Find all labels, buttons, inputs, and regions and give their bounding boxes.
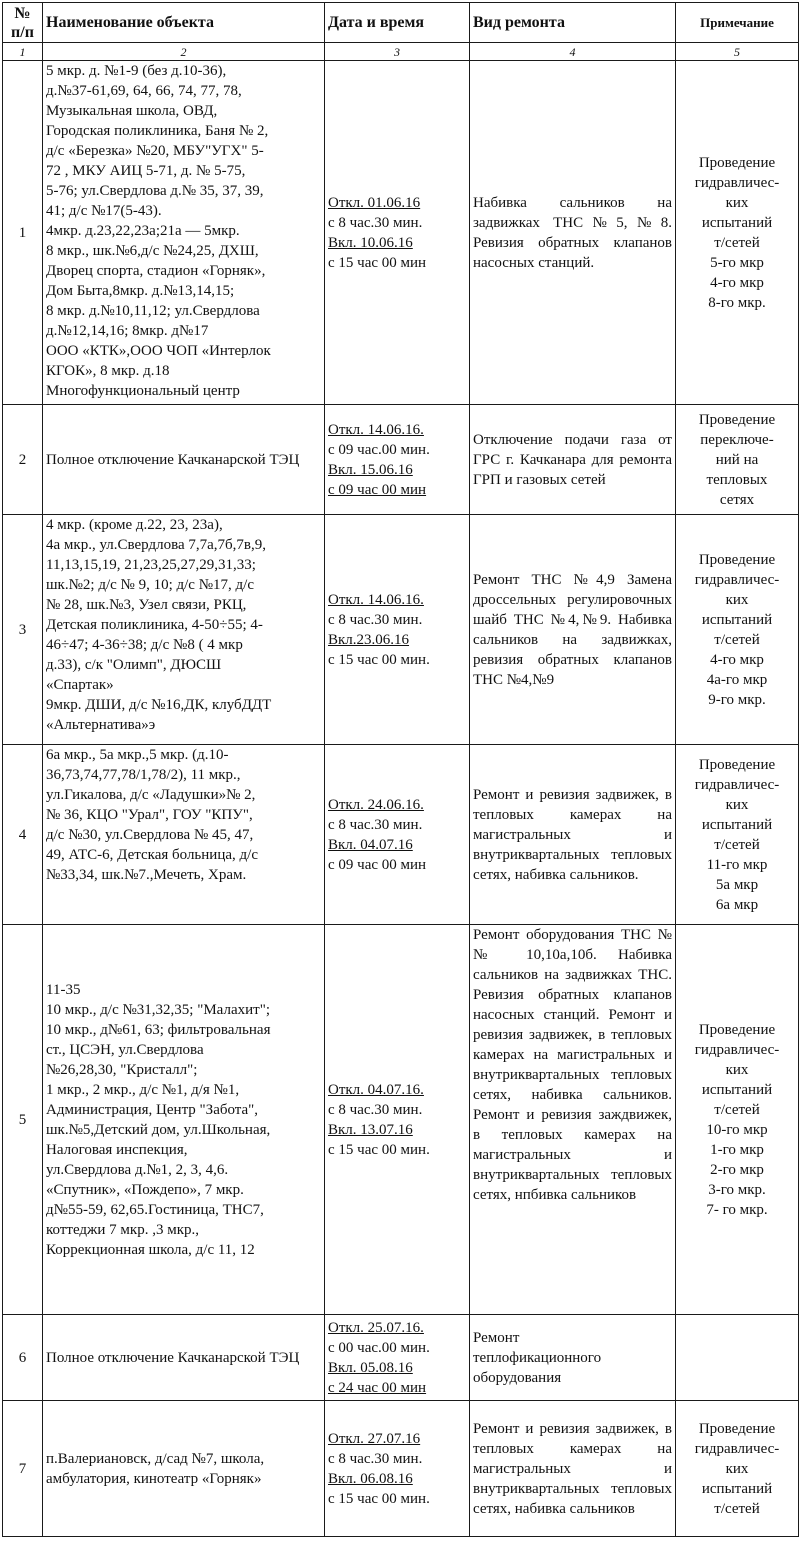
off-date: Откл. 14.06.16. [328,421,424,438]
on-date: Вкл.23.06.16 [328,631,410,648]
row-number: 5 [3,925,43,1315]
on-time: с 24 час 00 мин [328,1379,427,1396]
datetime-cell [325,405,470,515]
on-time: с 15 час 00 мин [328,254,427,271]
repair-cell: Ремонт ТНС №4,9 Замена дроссельных регулировочных шайб ТНС №4,№9. Набивка сальников на задвижках, ревизия обратных клапанов ТНС №4,№9 [470,515,676,745]
table-row [3,61,799,405]
table-row [3,745,799,925]
col-header-num: № п/п [3,3,43,43]
off-time: с 8 час.30 мин. [328,611,423,628]
object-cell: 5 мкр. д. №1-9 (без д.10-36), д.№37-61,69, 64, 66, 74, 77, 78, Музыкальная школа, ОВД, Городская поликлиника, Баня № 2, д/с «Березка» №20, МБУ"УГХ" 5- 72 , МКУ АИЦ 5-71, д. № 5-75, 5-76; ул.Свердлова д.№ 35, 37, 39, 41; д/с №17(5-43). 4мкр. д.23,22,23а;21а — 5мкр. 8 мкр., шк.№6,д/с №24,25, ДХШ, Дворец спорта, стадион «Горняк», Дом Быта,8мкр. д.№13,14,15; 8 мкр. д.№10,11,12; ул.Свердлова д.№12,14,16; 8мкр. д№17 ООО «КТК»,ООО ЧОП «Интерлок КГОК», 8 мкр. д.18 Многофункциональный центр [43,61,325,405]
datetime-cell [325,925,470,1315]
row-number: 7 [3,1401,43,1537]
note-cell: Проведение гидравличес- ких испытаний т/сетей 11-го мкр 5а мкр 6а мкр [676,745,799,925]
col-header-note: Примечание [676,3,799,43]
row-number: 6 [3,1315,43,1401]
on-date: Вкл. 04.07.16 [328,836,413,853]
repair-cell: Отключение подачи газа от ГРС г. Качканара для ремонта ГРП и газовых сетей [470,405,676,515]
object-cell: п.Валериановск, д/сад №7, школа, амбулатория, кинотеатр «Горняк» [43,1401,325,1537]
object-cell: Полное отключение Качканарской ТЭЦ [43,405,325,515]
off-date: Откл. 25.07.16. [328,1319,424,1336]
object-cell: 6а мкр., 5а мкр.,5 мкр. (д.10- 36,73,74,77,78/1,78/2), 11 мкр., ул.Гикалова, д/с «Ладушки»№ 2, № 36, КЦО "Урал", ГОУ "КПУ", д/с №30, ул.Свердлова № 45, 47, 49, АТС-6, Детская больница, д/с №33,34, шк.№7.,Мечеть, Храм. [43,745,325,925]
object-cell: 4 мкр. (кроме д.22, 23, 23а), 4а мкр., ул.Свердлова 7,7а,7б,7в,9, 11,13,15,19, 21,23,25,27,29,31,33; шк.№2; д/с № 9, 10; д/с №17, д/с № 28, шк.№3, Узел связи, РКЦ, Детская поликлиника, 4-50÷55; 4- 46÷47; 4-36÷38; д/с №8 ( 4 мкр д.33), с/к "Олимп", ДЮСШ «Спартак» 9мкр. ДШИ, д/с №16,ДК, клубДДТ «Альтернатива»э [43,515,325,745]
on-time: с 09 час 00 мин [328,481,427,498]
on-date: Вкл. 15.06.16 [328,461,413,478]
off-time: с 8 час.30 мин. [328,214,423,231]
repair-cell: Набивка сальников на задвижках ТНС№5,№8. Ревизия обратных клапанов насосных станций. [470,61,676,405]
table-row [3,925,799,1315]
column-number: 1 [3,43,43,61]
row-number: 4 [3,745,43,925]
off-date: Откл. 24.06.16. [328,796,424,813]
on-date: Вкл. 06.08.16 [328,1470,413,1487]
row-number: 1 [3,61,43,405]
on-time: с 15 час 00 мин. [328,651,430,668]
repair-cell: Ремонт теплофикационного оборудования [470,1315,676,1401]
note-cell: Проведение гидравличес- ких испытаний т/сетей 4-го мкр 4а-го мкр 9-го мкр. [676,515,799,745]
col-header-object: Наименование объекта [43,3,325,43]
object-cell: 11-35 10 мкр., д/с №31,32,35; "Малахит"; 10 мкр., д№61, 63; фильтровальная ст., ЦСЭН, ул.Свердлова №26,28,30, "Кристалл"; 1 мкр., 2 мкр., д/с №1, д/я №1, Администрация, Центр "Забота", шк.№5,Детский дом, ул.Школьная, Налоговая инспекция, ул.Свердлова д.№1, 2, 3, 4,6. «Спутник», «Пождепо», 7 мкр. д№55-59, 62,65.Гостиница, ТНС7, коттеджи 7 мкр. ,3 мкр., Коррекционная школа, д/с 11, 12 [43,925,325,1315]
row-number: 3 [3,515,43,745]
off-date: Откл. 01.06.16 [328,194,421,211]
off-date: Откл. 14.06.16. [328,591,424,608]
off-time: с 8 час.30 мин. [328,1101,423,1118]
table-row [3,1401,799,1537]
table-row [3,515,799,745]
note-cell: Проведение гидравличес- ких испытаний т/сетей 10-го мкр 1-го мкр 2-го мкр 3-го мкр. 7- го мкр. [676,925,799,1315]
column-number: 3 [325,43,470,61]
note-cell [676,1315,799,1401]
off-time: с 09 час.00 мин. [328,441,430,458]
col-header-datetime: Дата и время [325,3,470,43]
note-cell: Проведение гидравличес- ких испытаний т/сетей [676,1401,799,1537]
on-time: с 09 час 00 мин [328,856,427,873]
repair-cell: Ремонт и ревизия задвижек, в тепловых камерах на магистральных и внутриквартальных тепловых сетях, набивка сальников. [470,745,676,925]
row-number: 2 [3,405,43,515]
note-cell: Проведение гидравличес- ких испытаний т/сетей 5-го мкр 4-го мкр 8-го мкр. [676,61,799,405]
table-row [3,405,799,515]
off-time: с 8 час.30 мин. [328,816,423,833]
repair-schedule-table [2,2,799,1537]
col-header-repair: Вид ремонта [470,3,676,43]
off-time: с 00 час.00 мин. [328,1339,430,1356]
note-cell: Проведение переключе- ний на тепловых сетях [676,405,799,515]
table-row [3,1315,799,1401]
column-number: 5 [676,43,799,61]
repair-cell: Ремонт и ревизия задвижек, в тепловых камерах на магистральных и внутриквартальных тепловых сетях, набивка сальников [470,1401,676,1537]
on-time: с 15 час 00 мин. [328,1490,430,1507]
on-date: Вкл. 05.08.16 [328,1359,413,1376]
column-number-row [3,43,799,61]
datetime-cell [325,61,470,405]
on-time: с 15 час 00 мин. [328,1141,430,1158]
datetime-cell [325,515,470,745]
column-number: 2 [43,43,325,61]
off-time: с 8 час.30 мин. [328,1450,423,1467]
on-date: Вкл. 13.07.16 [328,1121,413,1138]
off-date: Откл. 04.07.16. [328,1081,424,1098]
repair-cell: Ремонт оборудования ТНС №№ 10,10а,10б. Набивка сальников на задвижках ТНС. Ревизия обратных клапанов насосных станций. Ремонт и ревизия задвижек, в тепловых камерах на магистральных и внутриквартальных тепловых сетях, набивка сальников. Ремонт и ревизия заждвижек, в тепловых камерах на магистральных и внутриквартальных тепловых сетях, нпбивка сальников [470,925,676,1315]
column-number: 4 [470,43,676,61]
on-date: Вкл. 10.06.16 [328,234,413,251]
header-row [3,3,799,43]
off-date: Откл. 27.07.16 [328,1430,421,1447]
datetime-cell [325,745,470,925]
datetime-cell [325,1401,470,1537]
object-cell: Полное отключение Качканарской ТЭЦ [43,1315,325,1401]
schedule-document [2,2,799,1537]
datetime-cell [325,1315,470,1401]
